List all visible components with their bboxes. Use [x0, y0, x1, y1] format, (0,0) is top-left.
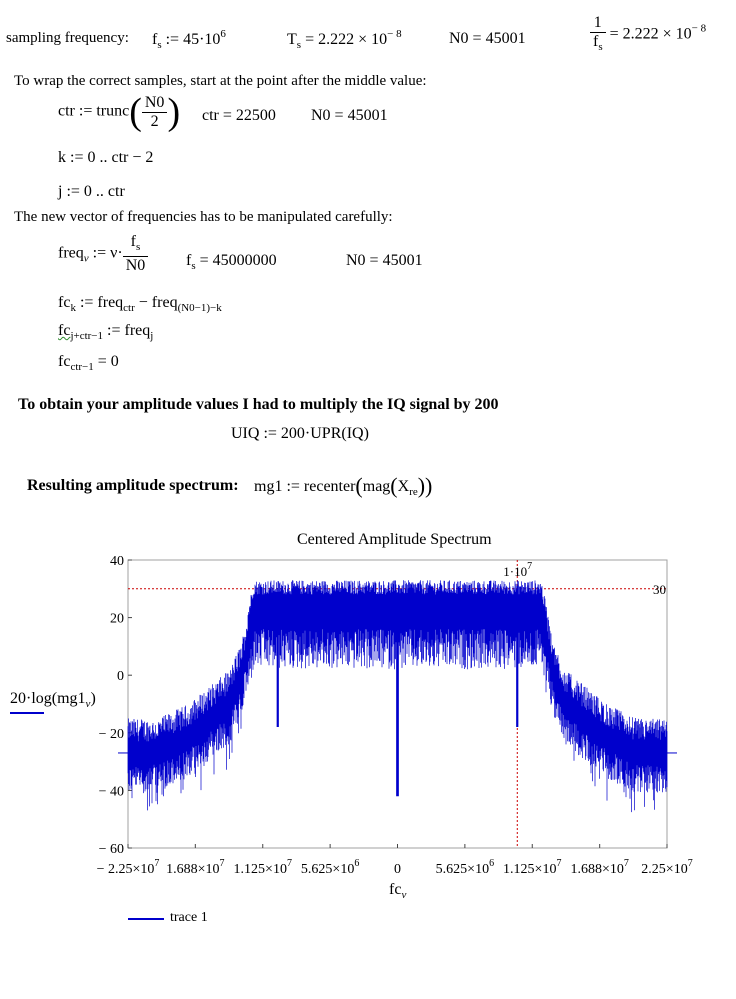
amplitude-note: To obtain your amplitude values I had to multiply the IQ signal by 200: [18, 396, 499, 413]
y-tick-label: − 60: [98, 842, 124, 857]
spectrum-series-trace-1: [128, 580, 667, 812]
x-tick-label: $2.25\times 10^7$: [641, 858, 693, 877]
legend-label: trace 1: [170, 910, 208, 925]
y-tick-label: − 40: [98, 784, 124, 800]
y-axis-label-underline: [10, 712, 44, 714]
frequency-vector-note: The new vector of frequencies has to be manipulated carefully:: [14, 209, 393, 225]
j-range-definition: j := 0 .. ctr: [58, 183, 125, 200]
marker-x-label: $1\cdot 10^7$: [503, 561, 533, 579]
x-tick-label: $1.125\times 10^7$: [233, 858, 292, 877]
mg1-definition: mg1 := $recenter(mag(X_{re}))$: [254, 473, 433, 498]
y-axis-label: $20\cdot\log(mg1_\nu)$: [10, 690, 96, 710]
y-tick-label: 0: [117, 669, 124, 685]
fs-definition: $f_s$ := $45\cdot 10^6$: [152, 28, 226, 51]
x-tick-label: $5.625\times 10^6$: [435, 858, 495, 877]
x-tick-label: − $2.25\times 10^7$: [96, 858, 160, 877]
wrap-instructions: To wrap the correct samples, start at the point after the middle value:: [14, 73, 427, 89]
resulting-spectrum-label: Resulting amplitude spectrum:: [27, 477, 239, 494]
legend-swatch: [128, 918, 164, 920]
y-tick-label: 20: [110, 611, 124, 627]
ctr-definition: ctr := trunc( $\frac{N0}{2}$ ): [58, 91, 181, 133]
Ts-result: $T_s = 2.222 \times 10^{- 8}$: [287, 28, 402, 51]
fc-k-definition: $fc_k$ := freq$_{ctr}$ − freq$_{(N0-1)-k}$: [58, 294, 222, 314]
fc-j-definition: $fc_{j+ctr-1}$ := freq$_j$: [58, 322, 154, 342]
y-tick-label: 40: [110, 554, 124, 569]
uiq-definition: UIQ := 200·UPR(IQ): [231, 425, 369, 442]
n0-result-3: N0 = 45001: [346, 252, 423, 269]
sampling-frequency-label: sampling frequency:: [6, 30, 129, 46]
n0-result: N0 = 45001: [449, 30, 526, 47]
y-tick-label: − 20: [98, 726, 124, 742]
x-tick-label: 0: [394, 862, 401, 877]
x-tick-label: $1.125\times 10^7$: [503, 858, 562, 877]
ctr-result: ctr = 22500: [202, 107, 276, 124]
fc-ctr-definition: $fc_{ctr-1} = 0$: [58, 353, 119, 373]
n0-result-2: N0 = 45001: [311, 107, 388, 124]
inverse-fs-result: $\frac{1}{f_s}$ = $2.222 \times 10^{- 8}$: [590, 14, 706, 56]
x-tick-label: $5.625\times 10^6$: [300, 858, 360, 877]
spectrum-chart: [0, 548, 736, 948]
k-range-definition: k := 0 .. ctr − 2: [58, 149, 154, 166]
x-tick-label: $1.688\times 10^7$: [570, 858, 629, 877]
freq-definition: freq$_\nu$ := ν· $\frac{f_s}{N0}$: [58, 233, 148, 275]
fs-value-result: $f_s = 45000000$: [186, 252, 277, 272]
x-axis-label: $fc_\nu$: [389, 881, 407, 901]
x-tick-label: $1.688\times 10^7$: [166, 858, 225, 877]
chart-title: Centered Amplitude Spectrum: [297, 531, 492, 548]
marker-y-label: 30: [653, 581, 666, 597]
